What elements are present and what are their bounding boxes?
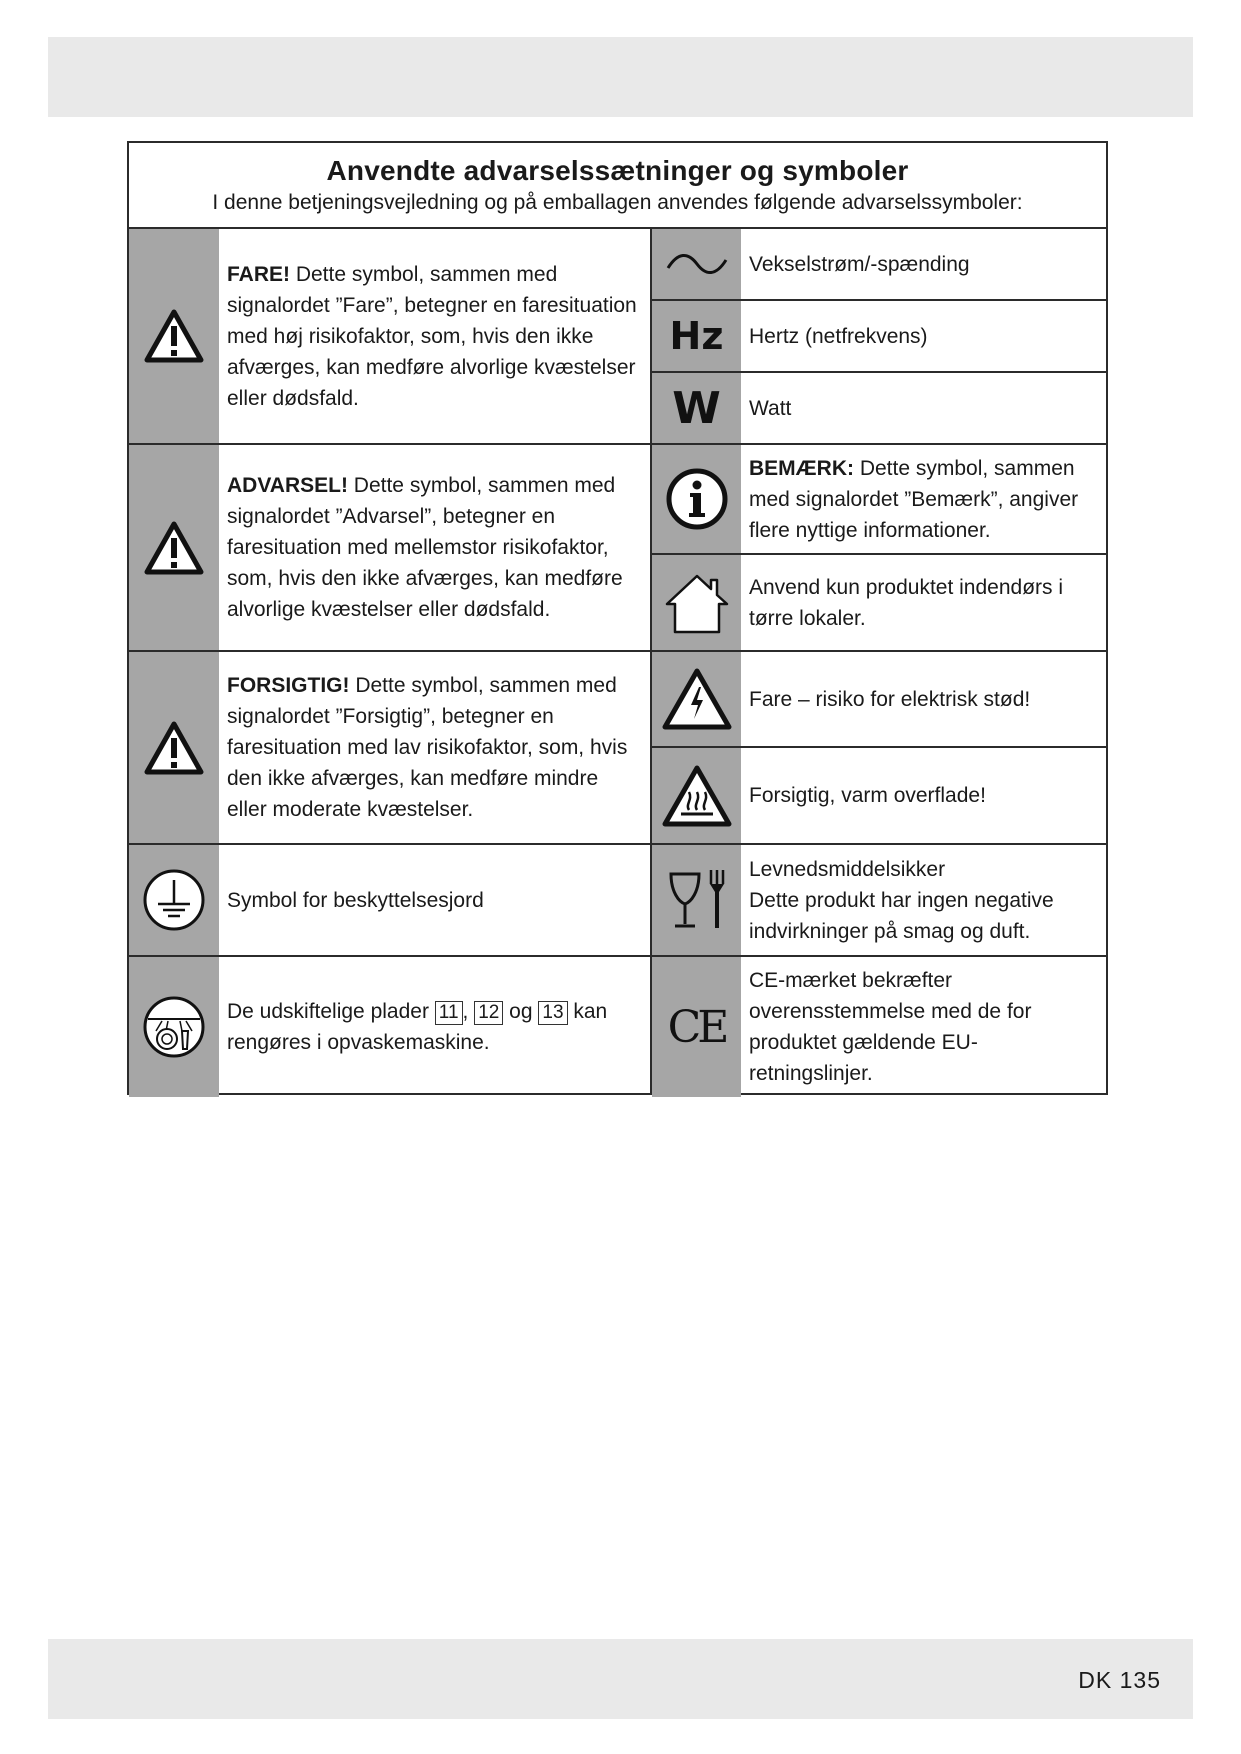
fare-description: Dette symbol, sammen med signalordet ”Fare”, betegner en faresituation med høj risikofaktor, som, hvis den ikke afværges, kan medføre alvorlige kvæstelser eller dødsfald.	[227, 262, 637, 410]
elektrisk-stod-text: Fare – risiko for elektrisk stød!	[749, 687, 1031, 711]
hertz-icon: Hz	[669, 314, 724, 358]
forsigtig-label: FORSIGTIG!	[227, 674, 350, 697]
part-number-12: 12	[474, 1001, 503, 1025]
part-number-11: 11	[435, 1001, 463, 1025]
table-subtitle: I denne betjeningsvejledning og på emballagen anvendes følgende advarselssymboler:	[212, 191, 1023, 214]
bottom-band	[48, 1639, 1193, 1719]
row-levnedsmiddel	[652, 845, 1108, 957]
row-varm-overflade	[652, 748, 1108, 845]
row-elektrisk-stod	[652, 652, 1108, 748]
warning-triangle-icon	[129, 445, 219, 650]
table-header	[129, 143, 1106, 229]
dishwasher-safe-icon	[129, 957, 219, 1097]
row-vekselstrom	[652, 229, 1108, 301]
electric-shock-icon	[652, 652, 741, 746]
row-ce	[652, 957, 1108, 1097]
varm-overflade-text: Forsigtig, varm overflade!	[749, 784, 986, 807]
separator-og: og	[503, 1000, 539, 1023]
advarsel-description: Dette symbol, sammen med signalordet ”Advarsel”, betegner en faresituation med mellemstor risikofaktor, som, hvis den ikke afværges, kan medføre alvorlige kvæstelser eller dødsfald.	[227, 474, 623, 621]
ce-text: CE-mærket bekræfter overensstemmelse med de for produktet gældende EU-retningslinjer.	[749, 969, 1032, 1085]
page-number: DK 135	[1078, 1667, 1161, 1693]
vekselstrom-text: Vekselstrøm/-spænding	[749, 252, 970, 276]
opvaskemaskine-text	[227, 996, 642, 1058]
bemaerk-description: Dette symbol, sammen med signalordet ”Bemærk”, angiver flere nyttige informationer.	[749, 456, 1079, 542]
alternating-current-icon	[652, 229, 741, 299]
hertz-text: Hertz (netfrekvens)	[749, 324, 928, 348]
info-icon	[652, 445, 741, 553]
plates-text-after: kan rengøres i opvaskemaskine.	[227, 1000, 608, 1054]
row-fare	[129, 229, 650, 445]
forsigtig-description: Dette symbol, sammen med signalordet ”Forsigtig”, betegner en faresituation med lav risikofaktor, som, hvis den ikke afværges, kan medføre mindre eller moderate kvæstelser.	[227, 674, 628, 821]
warning-triangle-icon	[129, 652, 219, 843]
plates-text-before: De udskiftelige plader	[227, 1000, 435, 1023]
watt-text: Watt	[749, 396, 792, 420]
part-number-13: 13	[538, 1001, 567, 1025]
indoor-house-icon	[652, 555, 741, 650]
beskyttelsesjord-text: Symbol for beskyttelsesjord	[227, 888, 484, 912]
watt-icon: W	[672, 382, 721, 434]
indendors-text: Anvend kun produktet indendørs i tørre lokaler.	[749, 575, 1064, 630]
levnedsmiddel-description: Dette produkt har ingen negative indvirkninger på smag og duft.	[749, 888, 1054, 943]
row-bemaerk	[652, 445, 1108, 555]
row-indendors	[652, 555, 1108, 652]
row-watt	[652, 373, 1108, 445]
warning-symbols-table	[127, 141, 1108, 1095]
row-forsigtig	[129, 652, 650, 845]
row-opvaskemaskine	[129, 957, 650, 1097]
bemaerk-label: BEMÆRK:	[749, 456, 854, 480]
top-band	[48, 37, 1193, 117]
fare-label: FARE!	[227, 262, 290, 286]
levnedsmiddel-title: Levnedsmiddelsikker	[749, 857, 946, 881]
protective-earth-icon	[129, 845, 219, 955]
advarsel-label: ADVARSEL!	[227, 474, 348, 497]
table-title: Anvendte advarselssætninger og symboler	[326, 155, 909, 186]
food-safe-icon	[652, 845, 741, 955]
warning-triangle-icon	[129, 229, 219, 443]
row-advarsel	[129, 445, 650, 652]
row-beskyttelsesjord	[129, 845, 650, 957]
hot-surface-icon	[652, 748, 741, 843]
ce-mark-icon: CE	[667, 1001, 726, 1053]
separator-comma: ,	[462, 1000, 475, 1023]
row-hertz	[652, 301, 1108, 373]
